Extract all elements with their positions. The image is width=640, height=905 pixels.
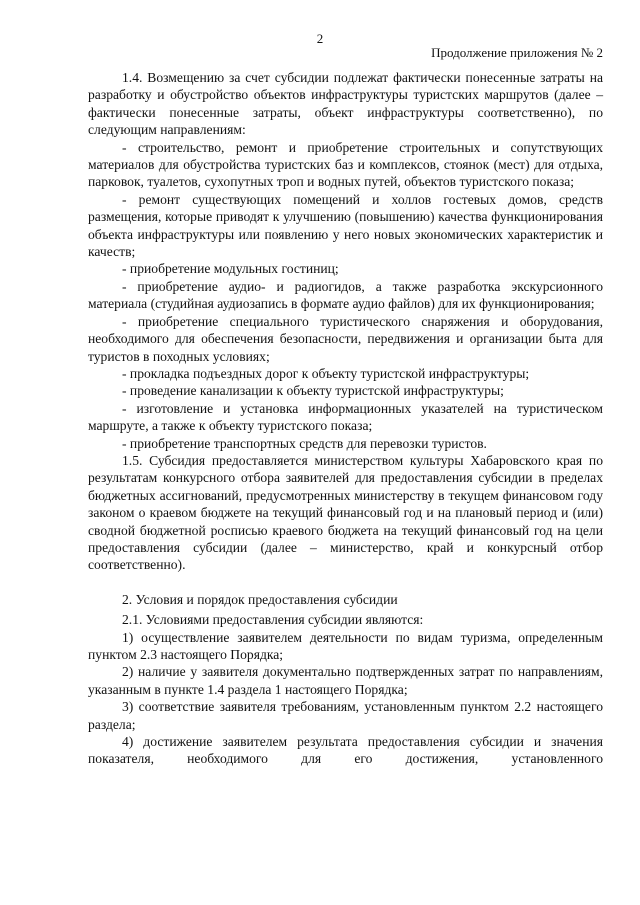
list-item-construction: - строительство, ремонт и приобретение строительных и сопутствующих материалов для обустройства туристских баз и комплексов, стоянок (мест) для отдыха, парковок, туалетов, сухопутных троп и водных путей, объектов туристского показа; (88, 139, 603, 190)
paragraph-1-4: 1.4. Возмещению за счет субсидии подлежат фактически понесенные затраты на разработку и обустройство объектов инфраструктуры туристских маршрутов (далее – фактически понесенные затраты, объект инфраструктуры соответственно), по следующим направлениям: (88, 70, 603, 138)
list-item-sewerage: - проведение канализации к объекту туристской инфраструктуры; (122, 383, 504, 399)
condition-2: 2) наличие у заявителя документально подтвержденных затрат по направлениям, указанным в пункте 1.4 раздела 1 настоящего Порядка; (88, 664, 603, 697)
condition-4: 4) достижение заявителем результата предоставления субсидии и значения показателя, необходимого для его достижения, установленного (88, 734, 603, 767)
list-item-signs: - изготовление и установка информационных указателей на туристическом маршруте, а также к объекту туристского показа; (88, 400, 603, 434)
list-item-vehicles: - приобретение транспортных средств для перевозки туристов. (122, 435, 487, 451)
appendix-continuation-note: Продолжение приложения № 2 (431, 45, 603, 60)
condition-1: 1) осуществление заявителем деятельности по видам туризма, определенным пунктом 2.3 настоящего Порядка; (88, 629, 603, 662)
list-item-repair: - ремонт существующих помещений и холлов гостевых домов, средств размещения, которые приводят к улучшению (повышению) качества функционирования объекта инфраструктуры или появлению у него новых экономических характеристик и качеств; (88, 191, 603, 260)
list-item-equipment: - приобретение специального туристического снаряжения и оборудования, необходимого для обеспечения безопасности, передвижения и организации быта для туристов в походных условиях; (88, 313, 603, 364)
condition-3: 3) соответствие заявителя требованиям, установленным пунктом 2.2 настоящего раздела; (88, 699, 603, 732)
paragraph-1-5: 1.5. Субсидия предоставляется министерством культуры Хабаровского края по результатам конкурсного отбора заявителей для предоставления субсидии в пределах бюджетных ассигнований, предусмотренных министерству в текущем финансовом году законом о краевом бюджете на текущий финансовый год и на плановый период и (или) сводной бюджетной росписью краевого бюджета на текущий финансовый год на цели предоставления субсидии (далее – министерство, край и конкурсный отбор соответственно). (88, 452, 603, 573)
paragraph-2-1: 2.1. Условиями предоставления субсидии являются: (122, 612, 424, 628)
list-item-audio-guides: - приобретение аудио- и радиогидов, а также разработка экскурсионного материала (студийная аудиозапись в формате аудио файлов) для их функционирования; (88, 278, 603, 312)
list-item-roads: - прокладка подъездных дорог к объекту туристской инфраструктуры; (122, 365, 530, 381)
page-number: 2 (316, 31, 324, 46)
document-body (88, 69, 603, 768)
section-2-heading: 2. Условия и порядок предоставления субсидии (122, 591, 398, 607)
list-item-modular-hotels: - приобретение модульных гостиниц; (122, 261, 339, 277)
